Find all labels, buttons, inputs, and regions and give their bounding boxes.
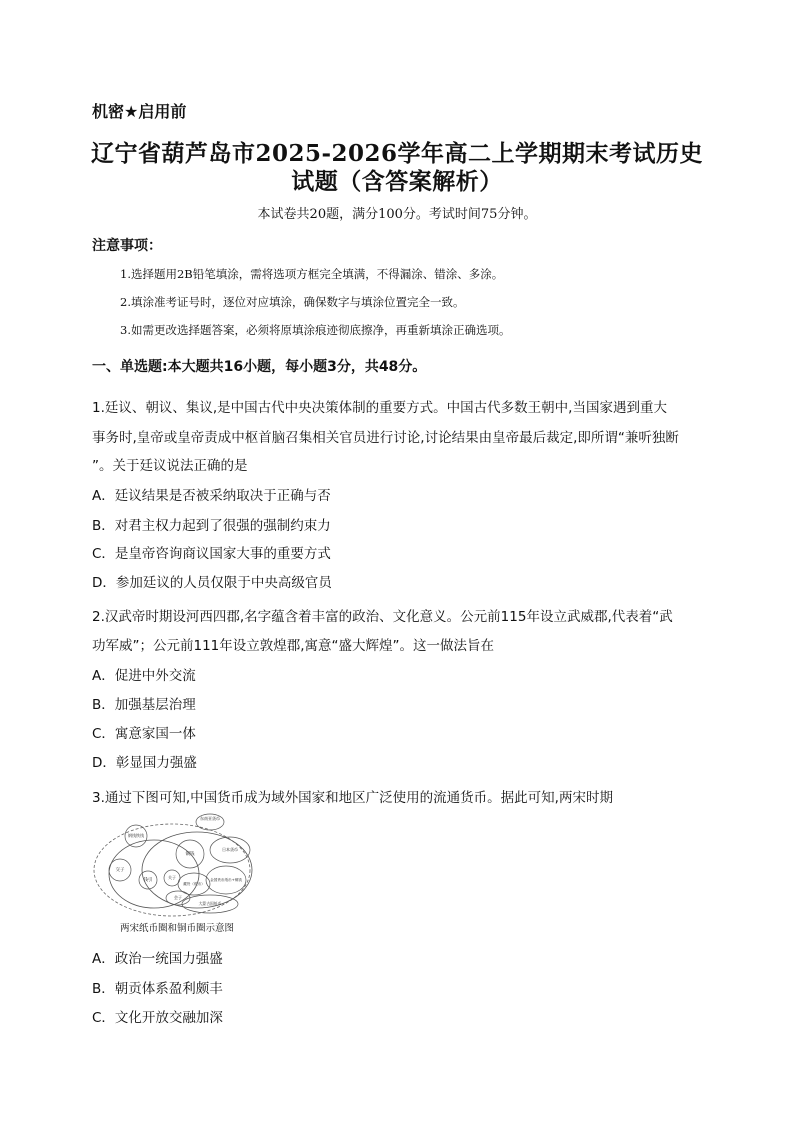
diagram-label: 东南亚货币 bbox=[200, 816, 220, 821]
diagram-label: 钢钱铁钱 bbox=[128, 833, 144, 838]
notice-heading: 注意事项： bbox=[92, 238, 162, 254]
diagram-label: 交子 bbox=[115, 868, 125, 873]
question-2-option-b: B．加强基层治理 bbox=[92, 697, 196, 713]
diagram-label: 日本货币 bbox=[222, 847, 238, 852]
diagram-label: 藏货（纸币） bbox=[183, 882, 205, 886]
question-1-stem: 1.廷议、朝议、集议,是中国古代中央决策体制的重要方式。中国古代多数王朝中,当国家遇到重大 bbox=[92, 400, 667, 416]
question-2-option-c: C．寓意家国一体 bbox=[92, 726, 196, 742]
diagram-svg bbox=[92, 812, 262, 920]
question-1-option-c: C．是皇帝咨询商议国家大事的重要方式 bbox=[92, 546, 331, 562]
diagram-label: 会子 bbox=[174, 895, 182, 900]
diagram-caption: 两宋纸币圈和铜币圈示意图 bbox=[119, 923, 234, 934]
question-2-stem: 2.汉武帝时期设河西四郡,名字蕴含着丰富的政治、文化意义。公元前115年设立武威郡,代表着“武 bbox=[92, 609, 673, 625]
diagram-label: 关子 bbox=[168, 875, 176, 880]
question-1-option-d: D．参加廷议的人员仅限于中央高级官员 bbox=[92, 575, 332, 591]
diagram-label: 钱引 bbox=[143, 878, 153, 883]
question-3-stem: 3.通过下图可知,中国货币成为域外国家和地区广泛使用的流通货币。据此可知,两宋时期 bbox=[92, 790, 613, 806]
question-2-option-a: A．促进中外交流 bbox=[92, 668, 196, 684]
section-heading: 一、单选题:本大题共16小题，每小题3分，共48分。 bbox=[92, 359, 427, 375]
currency-circle-diagram bbox=[92, 812, 262, 934]
page-title: 辽宁省葫芦岛市2025-2026学年高二上学期期末考试历史 bbox=[90, 140, 704, 167]
question-1-option-a: A．廷议结果是否被采纳取决于正确与否 bbox=[92, 488, 331, 504]
question-2-option-d: D．彰显国力强盛 bbox=[92, 755, 197, 771]
paper-money-circle bbox=[109, 840, 199, 908]
confidential-label: 机密★启用前 bbox=[92, 102, 187, 121]
question-1-stem: ”。关于廷议说法正确的是 bbox=[92, 458, 248, 474]
question-3-option-b: B．朝贡体系盈利颇丰 bbox=[92, 981, 223, 997]
question-3-option-a: A．政治一统国力强盛 bbox=[92, 951, 223, 967]
question-3-option-c: C．文化开放交融加深 bbox=[92, 1010, 223, 1026]
diagram-label: 金国货币纸币+铜钱 bbox=[210, 878, 242, 882]
notice-item: 3.如需更改选择题答案，必须将原填涂痕迹彻底擦净，再重新填涂正确选项。 bbox=[120, 323, 511, 337]
notice-item: 2.填涂准考证号时，逐位对应填涂，确保数字与填涂位置完全一致。 bbox=[120, 295, 465, 309]
diagram-label: 铜钱 bbox=[185, 852, 195, 857]
notice-item: 1.选择题用2B铅笔填涂，需将选项方框完全填满，不得漏涂、错涂、多涂。 bbox=[120, 267, 504, 281]
question-2-stem: 功军威”；公元前111年设立敦煌郡,寓意“盛大辉煌”。这一做法旨在 bbox=[92, 638, 495, 654]
question-1-option-b: B．对君主权力起到了很强的强制约束力 bbox=[92, 518, 331, 534]
page-title-line2: 试题（含答案解析） bbox=[291, 168, 503, 195]
exam-info: 本试卷共20题，满分100分。考试时间75分钟。 bbox=[257, 207, 537, 222]
diagram-label: 大蒙古国纸币 bbox=[198, 901, 222, 906]
question-1-stem: 事务时,皇帝或皇帝责成中枢首脑召集相关官员进行讨论,讨论结果由皇帝最后裁定,即所谓“兼听独断 bbox=[92, 430, 679, 446]
